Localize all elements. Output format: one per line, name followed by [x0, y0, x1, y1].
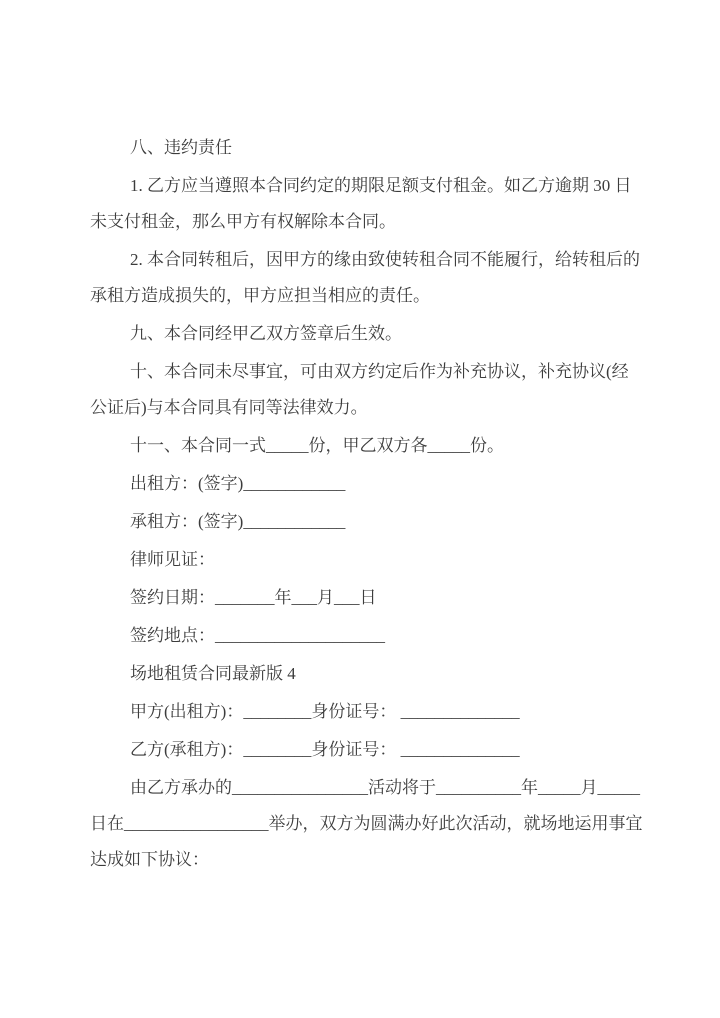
signing-place-line: 签约地点：____________________ — [130, 626, 385, 645]
signing-date-line: 签约日期：_______年___月___日 — [130, 588, 377, 607]
clause-9-effective-on-signature: 九、本合同经甲乙双方签章后生效。 — [130, 324, 402, 343]
lessee-signature-line: 承租方：(签字)____________ — [130, 512, 346, 531]
party-a-identity-line: 甲方(出租方)：________身份证号： ______________ — [130, 702, 520, 721]
section-heading-breach-liability: 八、违约责任 — [130, 138, 232, 157]
clause-10-supplementary-agreement: 十、本合同未尽事宜，可由双方约定后作为补充协议，补充协议(经公证后)与本合同具有同等法律效力。 — [90, 362, 629, 417]
clause-1-rent-payment: 1. 乙方应当遵照本合同约定的期限足额支付租金。如乙方逾期 30 日未支付租金，那么甲方有权解除本合同。 — [90, 176, 632, 231]
clause-11-contract-copies: 十一、本合同一式_____份，甲乙双方各_____份。 — [130, 436, 504, 455]
lawyer-witness-line: 律师见证： — [130, 550, 215, 569]
event-intro-paragraph: 由乙方承办的________________活动将于__________年_____月_____日在_________________举办，双方为圆满办好此次活动，就场地运用事宜达成如下协议： — [90, 778, 643, 869]
subdocument-title-venue-lease-v4: 场地租赁合同最新版 4 — [130, 664, 296, 683]
clause-2-sublease-liability: 2. 本合同转租后，因甲方的缘由致使转租合同不能履行，给转租后的承租方造成损失的，甲方应担当相应的责任。 — [90, 250, 640, 305]
party-b-identity-line: 乙方(承租方)：________身份证号： ______________ — [130, 740, 520, 759]
lessor-signature-line: 出租方：(签字)____________ — [130, 474, 346, 493]
